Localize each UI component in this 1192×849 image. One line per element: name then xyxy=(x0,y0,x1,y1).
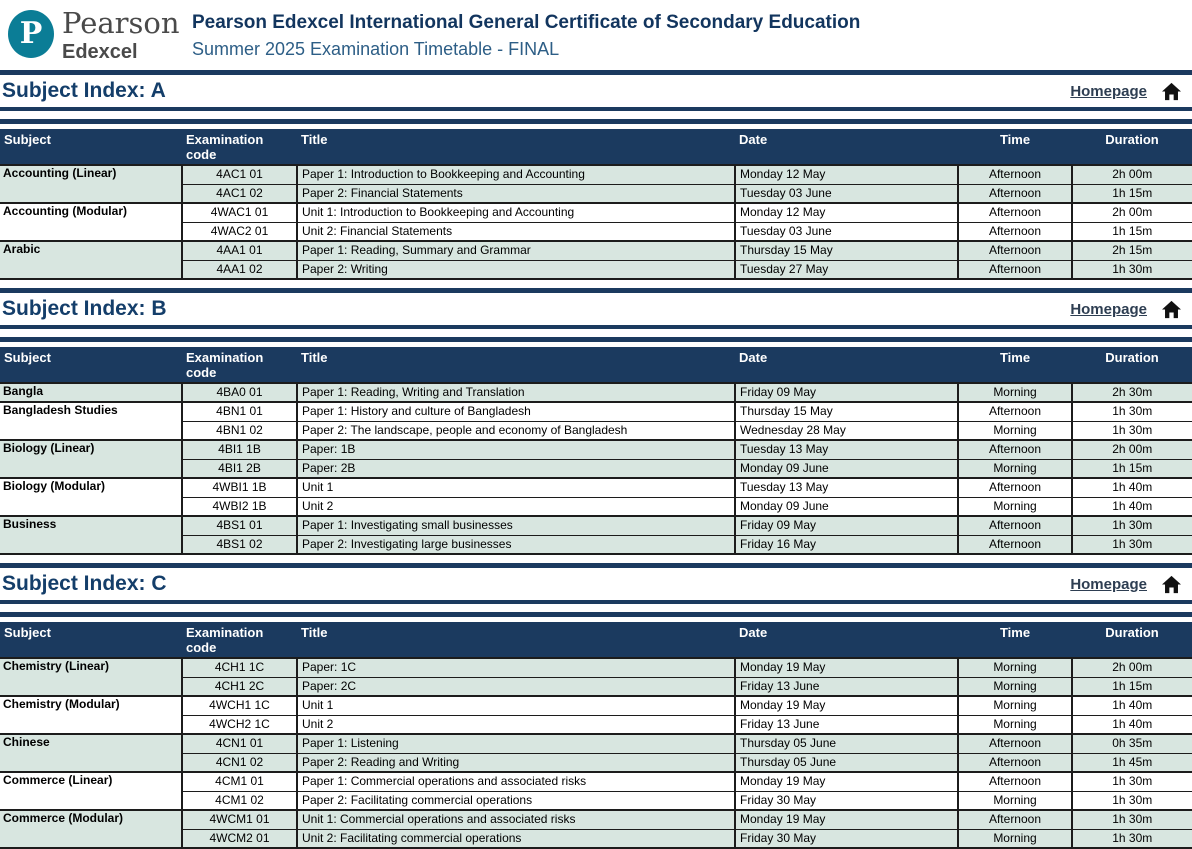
paper-title-cell: Paper: 2B xyxy=(297,459,735,478)
logo-text xyxy=(62,8,180,64)
column-header-examination-code: Examination code xyxy=(182,347,297,383)
column-header-title: Title xyxy=(297,622,735,658)
exam-duration-cell: 1h 30m xyxy=(1072,791,1192,810)
column-header-time: Time xyxy=(958,129,1072,165)
column-header-date: Date xyxy=(735,129,958,165)
table-row xyxy=(0,516,1192,535)
exam-time-cell: Afternoon xyxy=(958,734,1072,753)
exam-date-cell: Monday 09 June xyxy=(735,497,958,516)
subject-cell: Chinese xyxy=(0,734,182,772)
column-header-time: Time xyxy=(958,347,1072,383)
exam-code-cell: 4BI1 1B xyxy=(182,440,297,459)
column-header-date: Date xyxy=(735,347,958,383)
exam-date-cell: Monday 19 May xyxy=(735,696,958,715)
exam-time-cell: Afternoon xyxy=(958,241,1072,260)
table-row xyxy=(0,772,1192,791)
subject-cell: Commerce (Linear) xyxy=(0,772,182,810)
paper-title-cell: Paper 1: Reading, Summary and Grammar xyxy=(297,241,735,260)
exam-duration-cell: 1h 40m xyxy=(1072,715,1192,734)
paper-title-cell: Unit 2: Financial Statements xyxy=(297,222,735,241)
paper-title-cell: Paper 2: Writing xyxy=(297,260,735,279)
paper-title-cell: Paper 2: Facilitating commercial operations xyxy=(297,791,735,810)
document-header xyxy=(0,0,1192,70)
band-rule-gap xyxy=(0,329,1192,337)
exam-date-cell: Thursday 05 June xyxy=(735,734,958,753)
table-row xyxy=(0,696,1192,715)
exam-duration-cell: 1h 30m xyxy=(1072,421,1192,440)
exam-time-cell: Afternoon xyxy=(958,402,1072,421)
section-heading-band xyxy=(0,70,1192,111)
exam-duration-cell: 1h 30m xyxy=(1072,260,1192,279)
exam-duration-cell: 1h 30m xyxy=(1072,535,1192,554)
exam-time-cell: Afternoon xyxy=(958,165,1072,184)
column-header-subject: Subject xyxy=(0,347,182,383)
subject-cell: Accounting (Modular) xyxy=(0,203,182,241)
exam-time-cell: Afternoon xyxy=(958,810,1072,829)
exam-time-cell: Morning xyxy=(958,696,1072,715)
exam-date-cell: Monday 09 June xyxy=(735,459,958,478)
paper-title-cell: Paper 1: History and culture of Bangladesh xyxy=(297,402,735,421)
paper-title-cell: Paper: 1B xyxy=(297,440,735,459)
section-heading-band xyxy=(0,563,1192,604)
logo-brand: Pearson xyxy=(62,6,180,40)
exam-time-cell: Morning xyxy=(958,715,1072,734)
band-rule-gap xyxy=(0,604,1192,612)
exam-time-cell: Morning xyxy=(958,497,1072,516)
table-row xyxy=(0,203,1192,222)
exam-time-cell: Afternoon xyxy=(958,516,1072,535)
subject-cell: Chemistry (Modular) xyxy=(0,696,182,734)
subject-cell: Arabic xyxy=(0,241,182,279)
table-row xyxy=(0,402,1192,421)
exam-date-cell: Tuesday 03 June xyxy=(735,222,958,241)
column-header-time: Time xyxy=(958,622,1072,658)
pearson-p-icon xyxy=(8,10,54,58)
exam-code-cell: 4CM1 02 xyxy=(182,791,297,810)
exam-time-cell: Afternoon xyxy=(958,260,1072,279)
exam-date-cell: Monday 12 May xyxy=(735,165,958,184)
column-header-duration: Duration xyxy=(1072,622,1192,658)
paper-title-cell: Paper: 2C xyxy=(297,677,735,696)
column-header-subject: Subject xyxy=(0,622,182,658)
paper-title-cell: Unit 2 xyxy=(297,715,735,734)
subject-cell: Biology (Modular) xyxy=(0,478,182,516)
exam-date-cell: Monday 12 May xyxy=(735,203,958,222)
paper-title-cell: Paper 2: The landscape, people and economy of Bangladesh xyxy=(297,421,735,440)
exam-code-cell: 4WBI2 1B xyxy=(182,497,297,516)
paper-title-cell: Unit 2: Facilitating commercial operations xyxy=(297,829,735,848)
exam-date-cell: Friday 13 June xyxy=(735,677,958,696)
exam-duration-cell: 1h 30m xyxy=(1072,829,1192,848)
exam-code-cell: 4AC1 02 xyxy=(182,184,297,203)
exam-date-cell: Monday 19 May xyxy=(735,658,958,677)
table-row xyxy=(0,440,1192,459)
sections-container xyxy=(0,70,1192,849)
table-row xyxy=(0,810,1192,829)
exam-time-cell: Morning xyxy=(958,677,1072,696)
table-row xyxy=(0,241,1192,260)
exam-duration-cell: 2h 30m xyxy=(1072,383,1192,402)
timetable xyxy=(0,347,1192,555)
logo-sub-brand: Edexcel xyxy=(62,40,138,63)
paper-title-cell: Paper 2: Investigating large businesses xyxy=(297,535,735,554)
homepage-link[interactable]: Homepage xyxy=(1070,82,1147,100)
column-header-title: Title xyxy=(297,129,735,165)
exam-code-cell: 4CH1 1C xyxy=(182,658,297,677)
exam-duration-cell: 2h 15m xyxy=(1072,241,1192,260)
logo-letter: P xyxy=(19,16,43,51)
paper-title-cell: Paper: 1C xyxy=(297,658,735,677)
exam-duration-cell: 1h 45m xyxy=(1072,753,1192,772)
table-row xyxy=(0,478,1192,497)
exam-date-cell: Friday 09 May xyxy=(735,516,958,535)
paper-title-cell: Paper 2: Reading and Writing xyxy=(297,753,735,772)
subject-index-section xyxy=(0,563,1192,849)
exam-date-cell: Tuesday 03 June xyxy=(735,184,958,203)
subject-cell: Business xyxy=(0,516,182,554)
home-icon[interactable] xyxy=(1161,575,1182,594)
column-header-title: Title xyxy=(297,347,735,383)
paper-title-cell: Paper 1: Reading, Writing and Translation xyxy=(297,383,735,402)
paper-title-cell: Unit 1: Introduction to Bookkeeping and Accounting xyxy=(297,203,735,222)
exam-duration-cell: 1h 15m xyxy=(1072,677,1192,696)
table-row xyxy=(0,658,1192,677)
column-header-duration: Duration xyxy=(1072,129,1192,165)
pearson-edexcel-logo xyxy=(8,8,186,64)
exam-duration-cell: 1h 30m xyxy=(1072,772,1192,791)
exam-duration-cell: 1h 30m xyxy=(1072,402,1192,421)
exam-code-cell: 4BA0 01 xyxy=(182,383,297,402)
exam-date-cell: Friday 30 May xyxy=(735,791,958,810)
exam-code-cell: 4CN1 02 xyxy=(182,753,297,772)
exam-code-cell: 4AA1 01 xyxy=(182,241,297,260)
exam-duration-cell: 2h 00m xyxy=(1072,440,1192,459)
exam-date-cell: Friday 09 May xyxy=(735,383,958,402)
table-header-row xyxy=(0,347,1192,383)
timetable xyxy=(0,129,1192,280)
exam-code-cell: 4WCM1 01 xyxy=(182,810,297,829)
exam-code-cell: 4WCH1 1C xyxy=(182,696,297,715)
exam-duration-cell: 1h 40m xyxy=(1072,497,1192,516)
exam-date-cell: Thursday 15 May xyxy=(735,241,958,260)
exam-code-cell: 4WCM2 01 xyxy=(182,829,297,848)
section-heading: Subject Index: A xyxy=(2,79,166,102)
exam-code-cell: 4BS1 02 xyxy=(182,535,297,554)
column-header-examination-code: Examination code xyxy=(182,129,297,165)
column-header-duration: Duration xyxy=(1072,347,1192,383)
subject-cell: Bangla xyxy=(0,383,182,402)
subject-index-section xyxy=(0,288,1192,555)
exam-code-cell: 4CM1 01 xyxy=(182,772,297,791)
column-header-examination-code: Examination code xyxy=(182,622,297,658)
exam-code-cell: 4WAC2 01 xyxy=(182,222,297,241)
exam-code-cell: 4WBI1 1B xyxy=(182,478,297,497)
timetable xyxy=(0,622,1192,849)
exam-date-cell: Thursday 15 May xyxy=(735,402,958,421)
paper-title-cell: Paper 1: Investigating small businesses xyxy=(297,516,735,535)
exam-date-cell: Tuesday 13 May xyxy=(735,478,958,497)
subject-cell: Biology (Linear) xyxy=(0,440,182,478)
exam-date-cell: Friday 30 May xyxy=(735,829,958,848)
exam-duration-cell: 2h 00m xyxy=(1072,658,1192,677)
exam-date-cell: Friday 13 June xyxy=(735,715,958,734)
document-subtitle: Summer 2025 Examination Timetable - FINAL xyxy=(192,38,560,59)
exam-code-cell: 4AC1 01 xyxy=(182,165,297,184)
document-title: Pearson Edexcel International General Certificate of Secondary Education xyxy=(192,12,861,33)
section-heading: Subject Index: C xyxy=(2,572,167,595)
exam-code-cell: 4CN1 01 xyxy=(182,734,297,753)
exam-code-cell: 4CH1 2C xyxy=(182,677,297,696)
paper-title-cell: Paper 1: Introduction to Bookkeeping and Accounting xyxy=(297,165,735,184)
table-row xyxy=(0,734,1192,753)
exam-date-cell: Monday 19 May xyxy=(735,772,958,791)
exam-duration-cell: 1h 40m xyxy=(1072,696,1192,715)
exam-code-cell: 4BI1 2B xyxy=(182,459,297,478)
homepage-nav xyxy=(1070,82,1188,101)
exam-time-cell: Morning xyxy=(958,383,1072,402)
table-header-row xyxy=(0,622,1192,658)
subject-cell: Chemistry (Linear) xyxy=(0,658,182,696)
exam-date-cell: Tuesday 27 May xyxy=(735,260,958,279)
paper-title-cell: Paper 2: Financial Statements xyxy=(297,184,735,203)
exam-time-cell: Afternoon xyxy=(958,535,1072,554)
exam-time-cell: Afternoon xyxy=(958,478,1072,497)
subject-cell: Commerce (Modular) xyxy=(0,810,182,848)
table-header-row xyxy=(0,129,1192,165)
homepage-nav xyxy=(1070,575,1188,594)
paper-title-cell: Paper 1: Listening xyxy=(297,734,735,753)
paper-title-cell: Unit 1 xyxy=(297,696,735,715)
exam-time-cell: Afternoon xyxy=(958,753,1072,772)
exam-time-cell: Afternoon xyxy=(958,184,1072,203)
exam-code-cell: 4WCH2 1C xyxy=(182,715,297,734)
exam-date-cell: Tuesday 13 May xyxy=(735,440,958,459)
homepage-nav xyxy=(1070,300,1188,319)
exam-time-cell: Afternoon xyxy=(958,203,1072,222)
home-icon[interactable] xyxy=(1161,82,1182,101)
exam-code-cell: 4WAC1 01 xyxy=(182,203,297,222)
exam-code-cell: 4BN1 02 xyxy=(182,421,297,440)
exam-date-cell: Thursday 05 June xyxy=(735,753,958,772)
title-block xyxy=(192,8,860,60)
section-heading-band xyxy=(0,288,1192,329)
exam-time-cell: Morning xyxy=(958,658,1072,677)
column-header-subject: Subject xyxy=(0,129,182,165)
paper-title-cell: Unit 1: Commercial operations and associated risks xyxy=(297,810,735,829)
exam-date-cell: Friday 16 May xyxy=(735,535,958,554)
homepage-link[interactable]: Homepage xyxy=(1070,575,1147,593)
exam-duration-cell: 1h 15m xyxy=(1072,184,1192,203)
band-rule-gap xyxy=(0,111,1192,119)
exam-time-cell: Morning xyxy=(958,421,1072,440)
exam-time-cell: Afternoon xyxy=(958,222,1072,241)
exam-duration-cell: 2h 00m xyxy=(1072,203,1192,222)
paper-title-cell: Unit 2 xyxy=(297,497,735,516)
subject-index-section xyxy=(0,70,1192,280)
exam-code-cell: 4BN1 01 xyxy=(182,402,297,421)
exam-duration-cell: 0h 35m xyxy=(1072,734,1192,753)
exam-code-cell: 4AA1 02 xyxy=(182,260,297,279)
exam-time-cell: Morning xyxy=(958,459,1072,478)
paper-title-cell: Paper 1: Commercial operations and associated risks xyxy=(297,772,735,791)
subject-cell: Bangladesh Studies xyxy=(0,402,182,440)
exam-date-cell: Monday 19 May xyxy=(735,810,958,829)
exam-time-cell: Afternoon xyxy=(958,440,1072,459)
subject-cell: Accounting (Linear) xyxy=(0,165,182,203)
table-row xyxy=(0,165,1192,184)
section-heading: Subject Index: B xyxy=(2,297,167,320)
homepage-link[interactable]: Homepage xyxy=(1070,300,1147,318)
exam-time-cell: Afternoon xyxy=(958,772,1072,791)
exam-duration-cell: 1h 15m xyxy=(1072,459,1192,478)
exam-duration-cell: 2h 00m xyxy=(1072,165,1192,184)
exam-code-cell: 4BS1 01 xyxy=(182,516,297,535)
exam-duration-cell: 1h 30m xyxy=(1072,516,1192,535)
exam-time-cell: Morning xyxy=(958,791,1072,810)
table-row xyxy=(0,383,1192,402)
exam-duration-cell: 1h 40m xyxy=(1072,478,1192,497)
exam-duration-cell: 1h 15m xyxy=(1072,222,1192,241)
paper-title-cell: Unit 1 xyxy=(297,478,735,497)
home-icon[interactable] xyxy=(1161,300,1182,319)
exam-duration-cell: 1h 30m xyxy=(1072,810,1192,829)
exam-date-cell: Wednesday 28 May xyxy=(735,421,958,440)
exam-time-cell: Morning xyxy=(958,829,1072,848)
column-header-date: Date xyxy=(735,622,958,658)
